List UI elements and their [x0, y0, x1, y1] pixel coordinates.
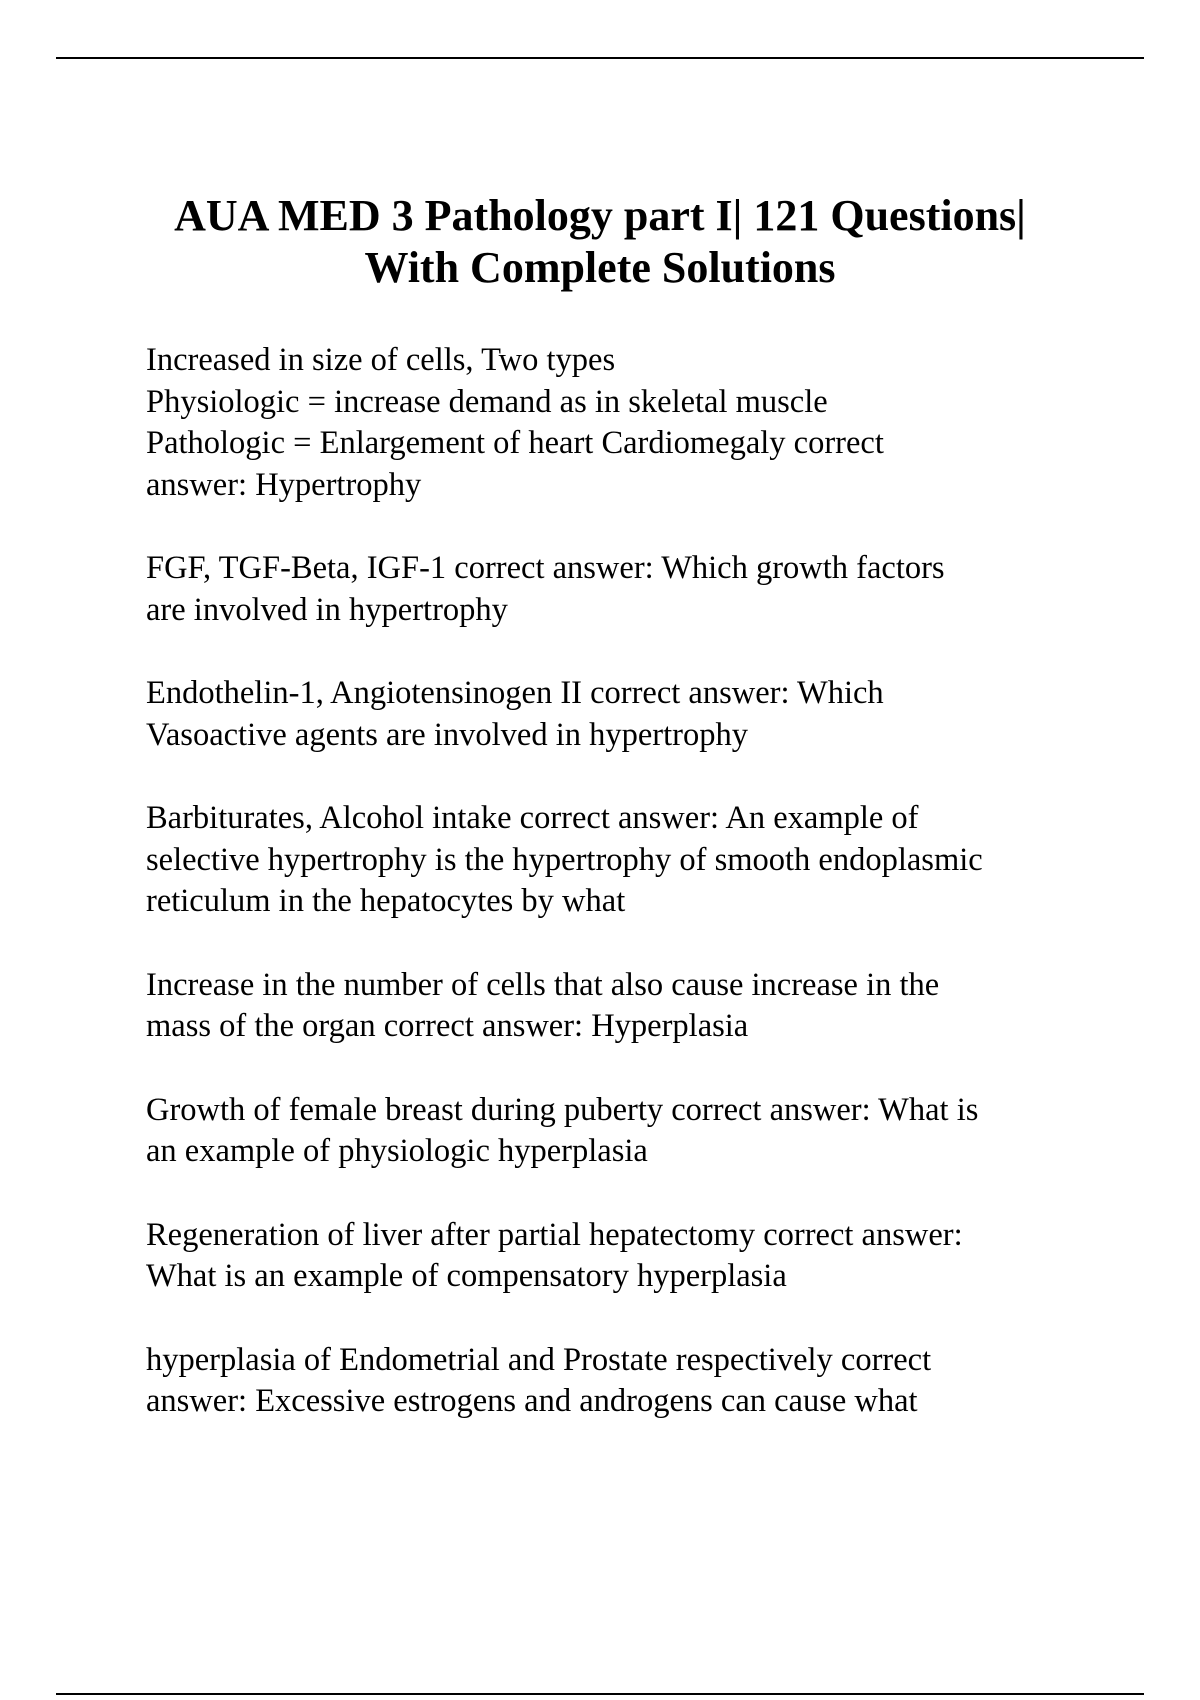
document-title: [100, 190, 1100, 294]
top-rule: [56, 57, 1144, 59]
entry-line: an example of physiologic hyperplasia: [146, 1133, 648, 1169]
qa-entry: [146, 1215, 1106, 1298]
entry-line: selective hypertrophy is the hypertrophy of smooth endoplasmic: [146, 841, 983, 878]
entry-line: Physiologic = increase demand as in skeletal muscle: [146, 383, 828, 420]
qa-list: [146, 340, 1106, 1465]
entry-line: What is an example of compensatory hyperplasia: [146, 1258, 787, 1294]
entry-line: Increased in size of cells, Two types: [146, 342, 616, 378]
entry-line: Endothelin-1, Angiotensinogen II correct answer: Which: [146, 675, 884, 711]
entry-line: Pathologic = Enlargement of heart Cardiomegaly correct: [146, 425, 884, 461]
entry-line: FGF, TGF-Beta, IGF-1 correct answer: Which growth factors: [146, 550, 945, 586]
entry-line: Regeneration of liver after partial hepatectomy correct answer:: [146, 1216, 963, 1253]
entry-line: answer: Excessive estrogens and androgens can cause what: [146, 1383, 918, 1419]
entry-line: are involved in hypertrophy: [146, 591, 508, 628]
entry-line: Barbiturates, Alcohol intake correct answer: An example of: [146, 800, 919, 836]
qa-entry: [146, 1340, 1106, 1423]
entry-line: Vasoactive agents are involved in hypertrophy: [146, 716, 748, 753]
entry-line: hyperplasia of Endometrial and Prostate respectively correct: [146, 1341, 932, 1378]
qa-entry: [146, 548, 1106, 631]
qa-entry: [146, 1090, 1106, 1173]
qa-entry: [146, 798, 1106, 923]
entry-line: reticulum in the hepatocytes by what: [146, 883, 626, 919]
entry-line: mass of the organ correct answer: Hyperplasia: [146, 1008, 749, 1044]
title-line: With Complete Solutions: [364, 243, 836, 292]
bottom-rule: [56, 1693, 1144, 1695]
entry-line: Increase in the number of cells that also cause increase in the: [146, 966, 940, 1003]
entry-line: answer: Hypertrophy: [146, 466, 422, 503]
title-line: AUA MED 3 Pathology part I| 121 Questions|: [174, 191, 1026, 240]
entry-line: Growth of female breast during puberty correct answer: What is: [146, 1091, 979, 1128]
qa-entry: [146, 340, 1106, 506]
qa-entry: [146, 673, 1106, 756]
qa-entry: [146, 965, 1106, 1048]
